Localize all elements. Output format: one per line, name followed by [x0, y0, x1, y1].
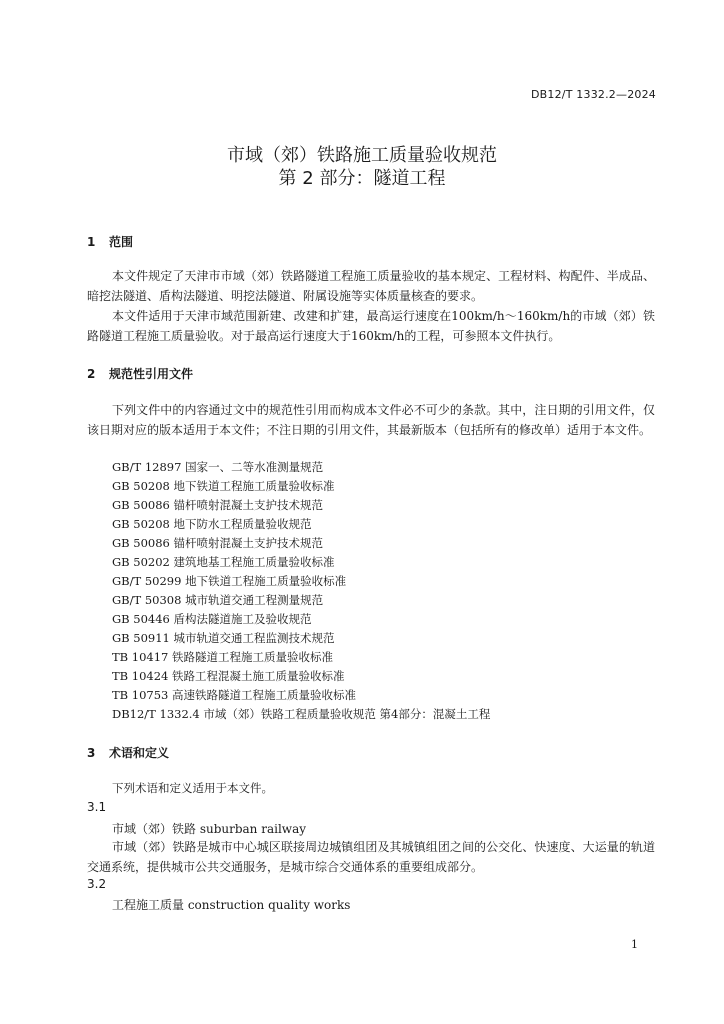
document-title: 市域（郊）铁路施工质量验收规范	[227, 145, 497, 166]
section-1-paragraph-2: 本文件适用于天津市域范围新建、改建和扩建，最高运行速度在100km/h～160km/h的市域（郊）铁路隧道工程施工质量验收。对于最高运行速度大于160km/h的工程，可参照本文件执行。	[87, 309, 655, 343]
reference-item: GB 50086 锚杆喷射混凝土支护技术规范	[112, 498, 324, 512]
standard-code: DB12/T 1332.2—2024	[530, 88, 656, 101]
section-number: 1	[87, 235, 96, 249]
term-definition: 市域（郊）铁路是城市中心城区联接周边城镇组团及其城镇组团之间的公交化、快速度、大运量的轨道交通系统，提供城市公共交通服务，是城市综合交通体系的重要组成部分。	[87, 840, 655, 874]
reference-item: TB 10753 高速铁路隧道工程施工质量验收标准	[112, 688, 357, 702]
section-number: 3	[87, 746, 96, 760]
page-number: 1	[631, 938, 638, 951]
reference-item: GB 50202 建筑地基工程施工质量验收标准	[112, 555, 335, 569]
document-subtitle: 第 2 部分：隧道工程	[278, 168, 446, 189]
reference-item: GB/T 12897 国家一、二等水准测量规范	[112, 460, 324, 474]
section-number: 2	[87, 367, 96, 381]
reference-item: GB/T 50308 城市轨道交通工程测量规范	[112, 593, 324, 607]
reference-item: DB12/T 1332.4 市域（郊）铁路工程质量验收规范 第4部分：混凝土工程	[112, 707, 491, 721]
clause-number: 3.2	[87, 877, 107, 891]
section-1-heading	[87, 233, 133, 250]
term-entry: 市域（郊）铁路 suburban railway	[112, 822, 306, 836]
reference-item: GB 50086 锚杆喷射混凝土支护技术规范	[112, 536, 324, 550]
reference-item: TB 10417 铁路隧道工程施工质量验收标准	[112, 650, 334, 664]
reference-item: GB 50446 盾构法隧道施工及验收规范	[112, 612, 312, 626]
reference-item: GB/T 50299 地下铁道工程施工质量验收标准	[112, 574, 347, 588]
section-title: 术语和定义	[109, 746, 170, 760]
section-title: 范围	[109, 235, 134, 249]
reference-item: TB 10424 铁路工程混凝土施工质量验收标准	[112, 669, 345, 683]
section-1-paragraph-1: 本文件规定了天津市市域（郊）铁路隧道工程施工质量验收的基本规定、工程材料、构配件、半成品、暗挖法隧道、盾构法隧道、明挖法隧道、附属设施等实体质量核查的要求。	[87, 269, 655, 303]
reference-item: GB 50208 地下防水工程质量验收规范	[112, 517, 312, 531]
clause-number: 3.1	[87, 800, 107, 814]
section-3-heading	[87, 744, 169, 761]
section-title: 规范性引用文件	[109, 367, 194, 381]
term-entry: 工程施工质量 construction quality works	[112, 898, 351, 912]
section-3-intro: 下列术语和定义适用于本文件。	[112, 781, 273, 795]
section-2-heading	[87, 365, 193, 382]
reference-item: GB 50911 城市轨道交通工程监测技术规范	[112, 631, 335, 645]
section-2-paragraph-1: 下列文件中的内容通过文中的规范性引用而构成本文件必不可少的条款。其中，注日期的引用文件，仅该日期对应的版本适用于本文件；不注日期的引用文件，其最新版本（包括所有的修改单）适用于本文件。	[87, 403, 655, 437]
reference-item: GB 50208 地下铁道工程施工质量验收标准	[112, 479, 335, 493]
